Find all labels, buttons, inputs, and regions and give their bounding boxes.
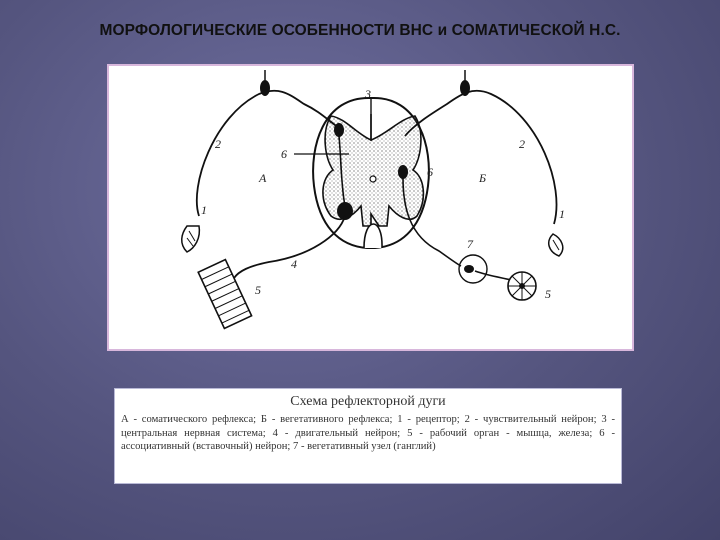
label-effector-right: 5 bbox=[545, 287, 551, 301]
caption-box bbox=[114, 388, 622, 484]
label-receptor-right: 1 bbox=[559, 207, 565, 221]
postganglionic-fiber bbox=[475, 271, 511, 280]
label-interneuron-right: 6 bbox=[427, 165, 433, 179]
caption-text: А - соматического рефлекса; Б - вегетативного рефлекса; 1 - рецептор; 2 - чувствительный нейрон; 3 - центральная нервная система; 4 - двигательный нейрон; 5 - рабочий орган - мышца, железа; 6 - ассоциативный (вставочный) нейрон; 7 - вегетативный узел (ганглий) bbox=[121, 414, 615, 452]
reflex-arc-diagram bbox=[109, 66, 632, 349]
label-interneuron-left: 6 bbox=[281, 147, 287, 161]
reflex-arc-figure bbox=[107, 64, 634, 351]
label-effector-left: 5 bbox=[255, 283, 261, 297]
central-canal bbox=[370, 176, 376, 182]
spinal-ganglion-right bbox=[460, 80, 470, 96]
label-receptor-left: 1 bbox=[201, 203, 207, 217]
interneuron-left bbox=[334, 123, 344, 137]
label-sensory-left: 2 bbox=[215, 137, 221, 151]
label-ganglion: 7 bbox=[467, 237, 473, 251]
interneuron-right bbox=[398, 165, 408, 179]
label-motor-neuron: 4 bbox=[291, 257, 297, 271]
spinal-ganglion-left bbox=[260, 80, 270, 96]
label-somatic-reflex: А bbox=[259, 171, 267, 185]
receptor-left bbox=[182, 226, 200, 252]
gland-effector-right bbox=[508, 272, 536, 300]
slide-title: МОРФОЛОГИЧЕСКИЕ ОСОБЕННОСТИ ВНС и СОМАТИЧЕСКОЙ Н.С. bbox=[99, 22, 621, 39]
label-cns: 3 bbox=[365, 87, 371, 101]
label-sensory-right: 2 bbox=[519, 137, 525, 151]
label-autonomic-reflex: Б bbox=[479, 171, 487, 185]
caption-title: Схема рефлекторной дуги bbox=[290, 394, 446, 409]
